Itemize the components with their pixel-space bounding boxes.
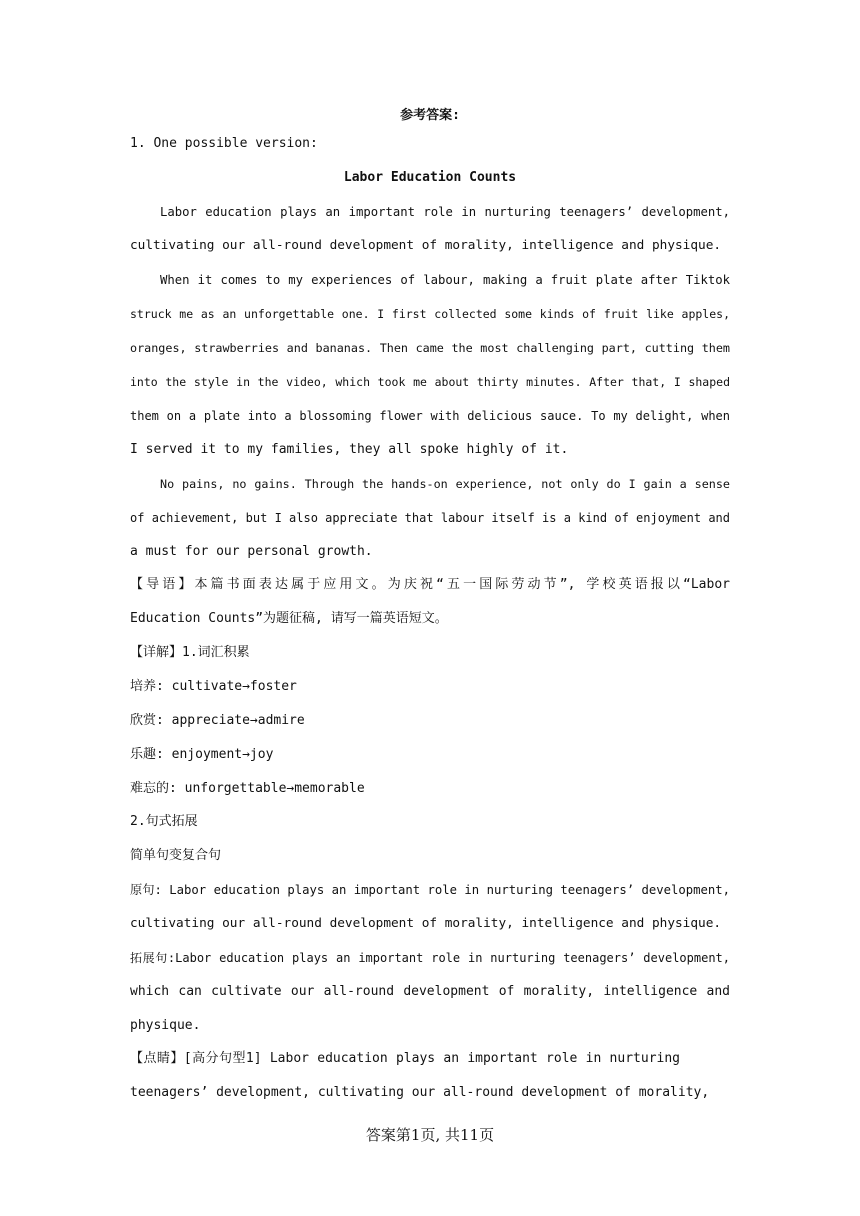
original-sentence-line: 原句: Labor education plays an important role in nurturing teenagers’ development, bbox=[130, 883, 730, 897]
expanded-sentence-line: which can cultivate our all-round development of morality, intelligence and bbox=[130, 984, 730, 999]
essay-line: them on a plate into a blossoming flower with delicious sauce. To my delight, when bbox=[130, 409, 730, 423]
essay-line: a must for our personal growth. bbox=[130, 544, 373, 559]
page-footer: 答案第1页, 共11页 bbox=[365, 1126, 495, 1144]
essay-line: oranges, strawberries and bananas. Then came the most challenging part, cutting them bbox=[130, 341, 730, 355]
original-sentence-line: cultivating our all-round development of morality, intelligence and physique. bbox=[130, 916, 722, 931]
essay-line: Labor education plays an important role in nurturing teenagers’ development, bbox=[160, 205, 730, 219]
answer-heading: 参考答案: bbox=[400, 108, 460, 123]
highlight-line: teenagers’ development, cultivating our all-round development of morality, bbox=[130, 1085, 710, 1100]
highlight-line: 【点睛】[高分句型1] Labor education plays an important role in nurturing bbox=[130, 1051, 680, 1066]
vocab-item: 欣赏: appreciate→admire bbox=[130, 713, 305, 728]
section-heading: 2.句式拓展 bbox=[130, 814, 198, 829]
expanded-sentence-line: 拓展句:Labor education plays an important role in nurturing teenagers’ development, bbox=[130, 951, 730, 965]
essay-line: When it comes to my experiences of labour, making a fruit plate after Tiktok bbox=[160, 273, 730, 287]
essay-line: of achievement, but I also appreciate that labour itself is a kind of enjoyment and bbox=[130, 511, 730, 525]
vocab-item: 培养: cultivate→foster bbox=[130, 679, 297, 694]
expanded-sentence-line: physique. bbox=[130, 1018, 201, 1033]
essay-line: struck me as an unforgettable one. I first collected some kinds of fruit like apples, bbox=[130, 307, 730, 321]
guide-line: Education Counts”为题征稿, 请写一篇英语短文。 bbox=[130, 611, 448, 626]
sub-heading: 简单句变复合句 bbox=[130, 848, 222, 863]
vocab-item: 乐趣: enjoyment→joy bbox=[130, 747, 274, 762]
question-number: 1. One possible version: bbox=[130, 136, 318, 151]
essay-line: I served it to my families, they all spoke highly of it. bbox=[130, 442, 569, 457]
guide-line: 【导语】本篇书面表达属于应用文。为庆祝“五一国际劳动节”, 学校英语报以“Labor bbox=[130, 577, 730, 592]
vocab-item: 难忘的: unforgettable→memorable bbox=[130, 781, 365, 796]
essay-line: into the style in the video, which took me about thirty minutes. After that, I shaped bbox=[130, 375, 730, 389]
essay-line: No pains, no gains. Through the hands-on experience, not only do I gain a sense bbox=[160, 477, 730, 491]
details-heading: 【详解】1.词汇积累 bbox=[130, 645, 250, 660]
essay-title: Labor Education Counts bbox=[343, 170, 517, 185]
essay-line: cultivating our all-round development of morality, intelligence and physique. bbox=[130, 238, 722, 253]
